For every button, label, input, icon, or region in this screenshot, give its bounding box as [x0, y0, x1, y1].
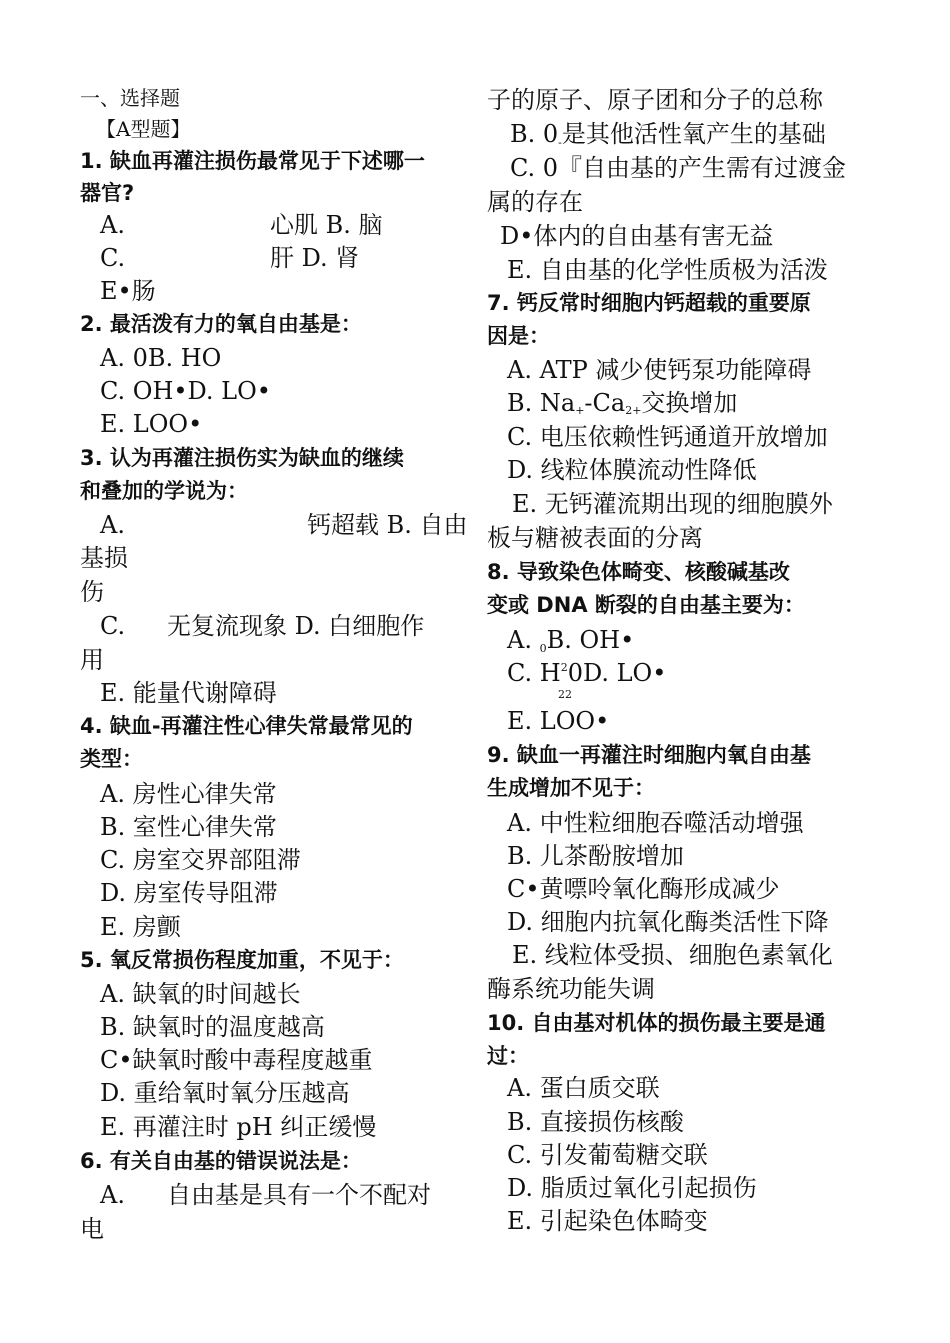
- question-4-option-b: B. 室性心律失常: [100, 813, 277, 841]
- question-9-option-e-wrap: 酶系统功能失调: [487, 975, 655, 1003]
- question-1-option-c-label: C.: [100, 244, 126, 272]
- question-5-option-b: B. 缺氧时的温度越高: [100, 1013, 325, 1041]
- question-2-option-e: E. LOO•: [100, 410, 203, 438]
- question-3-option-a-wrap2: 伤: [80, 578, 104, 606]
- question-7-option-b: B. Na+-Ca2+交换增加: [507, 389, 738, 417]
- question-1-option-a-text: 心肌 B. 脑: [270, 211, 383, 239]
- question-6-option-a-wrap-cont: 子的原子、原子团和分子的总称: [487, 86, 823, 114]
- question-6-option-a-label: A.: [100, 1181, 125, 1209]
- question-9-option-e: E. 线粒体受损、细胞色素氧化: [512, 941, 833, 969]
- question-8-stem-line1: 8. 导致染色体畸变、核酸碱基改: [487, 560, 790, 584]
- question-5-option-e: E. 再灌注时 pH 纠正缓慢: [100, 1113, 377, 1141]
- question-3-option-c-label: C.: [100, 612, 126, 640]
- question-4-option-c: C. 房室交界部阻滞: [100, 846, 301, 874]
- question-10-option-d: D. 脂质过氧化引起损伤: [507, 1174, 757, 1202]
- question-2-stem: 2. 最活泼有力的氧自由基是：: [80, 312, 362, 336]
- question-7-option-e: E. 无钙灌流期出现的细胞膜外: [512, 490, 833, 518]
- question-3-stem-line1: 3. 认为再灌注损伤实为缺血的继续: [80, 446, 404, 470]
- question-3-option-c-wrap: 用: [80, 646, 104, 674]
- question-9-option-c: C•黄嘌呤氧化酶形成减少: [507, 875, 780, 903]
- question-3-option-a-text: 钙超载 B. 自由: [307, 511, 468, 539]
- question-10-option-b: B. 直接损伤核酸: [507, 1108, 684, 1136]
- question-5-option-a: A. 缺氧的时间越长: [100, 980, 301, 1008]
- question-8-stem-line2: 变或 DNA 断裂的自由基主要为：: [487, 593, 805, 617]
- question-9-option-d: D. 细胞内抗氧化酶类活性下降: [507, 908, 829, 936]
- question-5-stem: 5. 氧反常损伤程度加重，不见于：: [80, 948, 404, 972]
- question-6-option-c-wrap: 属的存在: [487, 188, 583, 216]
- question-type-label: 【A型题】: [96, 117, 191, 141]
- question-4-stem-line1: 4. 缺血-再灌注性心律失常最常见的: [80, 714, 413, 738]
- question-7-stem-line1: 7. 钙反常时细胞内钙超载的重要原: [487, 291, 811, 315]
- question-1-option-a-label: A.: [100, 211, 125, 239]
- question-7-option-d: D. 线粒体膜流动性降低: [507, 456, 757, 484]
- question-9-option-a: A. 中性粒细胞吞噬活动增强: [507, 809, 804, 837]
- question-8-option-e: E. LOO•: [507, 707, 610, 735]
- question-6-option-e: E. 自由基的化学性质极为活泼: [507, 256, 828, 284]
- question-4-stem-line2: 类型：: [80, 747, 143, 771]
- question-6-option-c: C. 0『自由基的产生需有过渡金: [510, 154, 847, 182]
- question-6-option-b: B. 0-是其他活性氧产生的基础: [510, 120, 826, 149]
- question-7-stem-line2: 因是：: [487, 324, 550, 348]
- question-5-option-c: C•缺氧时酸中毒程度越重: [100, 1046, 373, 1074]
- question-4-option-a: A. 房性心律失常: [100, 780, 277, 808]
- question-10-stem-line2: 过：: [487, 1044, 529, 1068]
- question-6-option-a-wrap: 电: [80, 1215, 104, 1243]
- question-5-option-d: D. 重给氧时氧分压越高: [100, 1079, 350, 1107]
- question-8-option-c-subscript: 22: [558, 688, 572, 701]
- question-6-option-a-text: 自由基是具有一个不配对: [167, 1181, 431, 1209]
- question-6-stem: 6. 有关自由基的错误说法是：: [80, 1149, 362, 1173]
- question-3-option-c-text: 无复流现象 D. 白细胞作: [167, 612, 425, 640]
- question-10-option-c: C. 引发葡萄糖交联: [507, 1141, 708, 1169]
- question-9-stem-line2: 生成增加不见于：: [487, 776, 655, 800]
- question-8-option-a: A. 0B. OH•: [507, 626, 635, 655]
- question-1-option-c-text: 肝 D. 肾: [270, 244, 360, 272]
- question-3-stem-line2: 和叠加的学说为：: [80, 479, 248, 503]
- question-1-stem-line1: 1. 缺血再灌注损伤最常见于下述哪一: [80, 149, 425, 173]
- question-2-option-a: A. 0B. HO: [100, 344, 222, 372]
- question-10-option-a: A. 蛋白质交联: [507, 1074, 660, 1102]
- question-7-option-a: A. ATP 减少使钙泵功能障碍: [507, 356, 812, 384]
- question-7-option-c: C. 电压依赖性钙通道开放增加: [507, 423, 828, 451]
- question-1-stem-line2: 器官?: [80, 181, 135, 205]
- question-3-option-a-wrap1: 基损: [80, 544, 128, 572]
- question-9-option-b: B. 儿茶酚胺增加: [507, 842, 684, 870]
- question-4-option-e: E. 房颤: [100, 913, 181, 941]
- question-9-stem-line1: 9. 缺血一再灌注时细胞内氧自由基: [487, 743, 811, 767]
- question-7-option-e-wrap: 板与糖被表面的分离: [487, 524, 703, 552]
- question-3-option-e: E. 能量代谢障碍: [100, 679, 277, 707]
- question-10-stem-line1: 10. 自由基对机体的损伤最主要是通: [487, 1011, 826, 1035]
- question-4-option-d: D. 房室传导阻滞: [100, 879, 278, 907]
- question-10-option-e: E. 引起染色体畸变: [507, 1207, 708, 1235]
- section-title: 一、选择题: [80, 86, 180, 110]
- question-1-option-e: E•肠: [100, 277, 156, 305]
- question-3-option-a-label: A.: [100, 511, 125, 539]
- question-8-option-c: C. $H^20D$. LO•: [507, 659, 667, 687]
- question-2-option-c: C. OH•D. LO•: [100, 377, 271, 405]
- question-6-option-d: D•体内的自由基有害无益: [500, 222, 774, 250]
